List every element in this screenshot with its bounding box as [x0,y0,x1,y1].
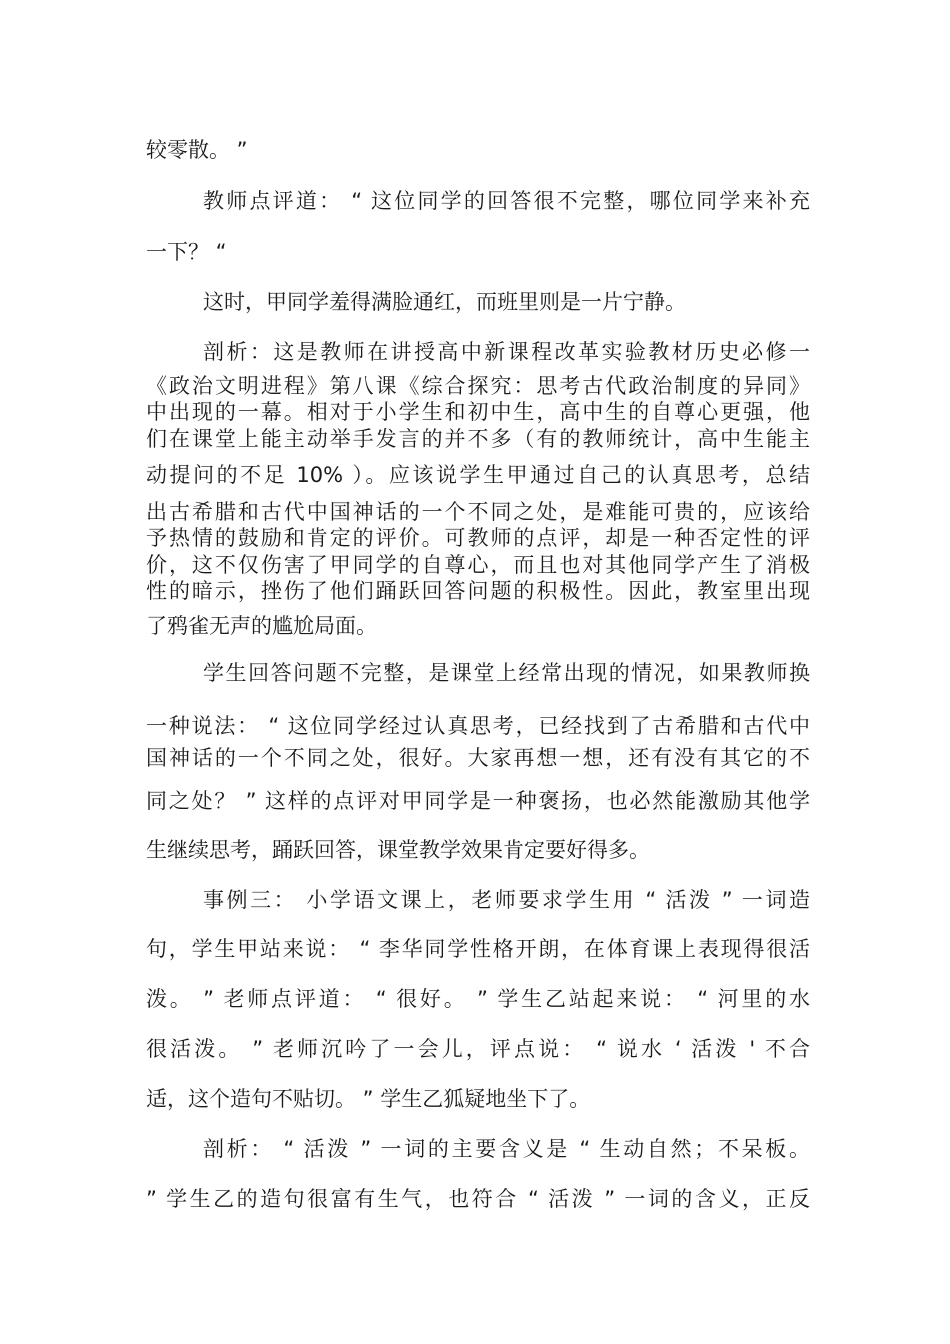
text-line: 适，这个造句不贴切。 ” 学生乙狐疑地坐下了。 [146,1087,591,1111]
text-line: 国神话的一个不同之处，很好。大家再想一想，还有没有其它的不 [146,746,810,770]
text-line: 性的暗示，挫伤了他们踊跃回答问题的积极性。因此，教室里出现 [146,579,810,603]
text-line: 予热情的鼓励和肯定的评价。可教师的点评，却是一种否定性的评 [146,526,810,550]
text-line: 中出现的一幕。相对于小学生和初中生，高中生的自尊心更强，他 [146,400,810,424]
text-line: 很活泼。 ” 老师沉吟了一会儿，评点说： “ 说水 ‘ 活泼 ' 不合 [146,1037,810,1061]
text-line: 剖析： “ 活泼 ” 一词的主要含义是 “ 生动自然；不呆板。 [203,1137,810,1161]
text-line: 一下？ “ [146,240,227,264]
text-line: 价，这不仅伤害了甲同学的自尊心，而且也对其他同学产生了消极 [146,553,810,577]
text-line: 动提问的不足 10% ）。应该说学生甲通过自己的认真思考，总结 [146,463,810,487]
text-line: 生继续思考，踊跃回答，课堂教学效果肯定要好得多。 [146,838,650,862]
text-line: 学生回答问题不完整，是课堂上经常出现的情况，如果教师换 [203,661,810,685]
text-line: 剖析：这是教师在讲授高中新课程改革实验教材历史必修一 [203,340,810,364]
text-line: 教师点评道： “ 这位同学的回答很不完整，哪位同学来补充 [203,189,810,213]
text-line: 事例三： 小学语文课上，老师要求学生用 “ 活泼 ” 一词造 [203,888,810,912]
text-line: ” 学生乙的造句很富有生气，也符合 “ 活泼 ” 一词的含义，正反 [146,1187,810,1211]
text-line: 们在课堂上能主动举手发言的并不多（有的教师统计，高中生能主 [146,427,810,451]
text-line: 了鸦雀无声的尴尬局面。 [146,614,377,638]
text-line: 《政治文明进程》第八课《综合探究：思考古代政治制度的异同》 [146,374,810,398]
text-line: 泼。 ” 老师点评道： “ 很好。 ” 学生乙站起来说： “ 河里的水 [146,987,810,1011]
text-line: 较零散。 ” [146,138,248,162]
text-line: 这时，甲同学羞得满脸通红，而班里则是一片宁静。 [203,290,686,314]
text-line: 出古希腊和古代中国神话的一个不同之处，是难能可贵的，应该给 [146,500,810,524]
text-line: 同之处？ ” 这样的点评对甲同学是一种褒扬，也必然能激励其他学 [146,789,810,813]
text-line: 句，学生甲站来说： “ 李华同学性格开朗，在体育课上表现得很活 [146,937,810,961]
text-line: 一种说法： “ 这位同学经过认真思考，已经找到了古希腊和古代中 [146,714,810,738]
